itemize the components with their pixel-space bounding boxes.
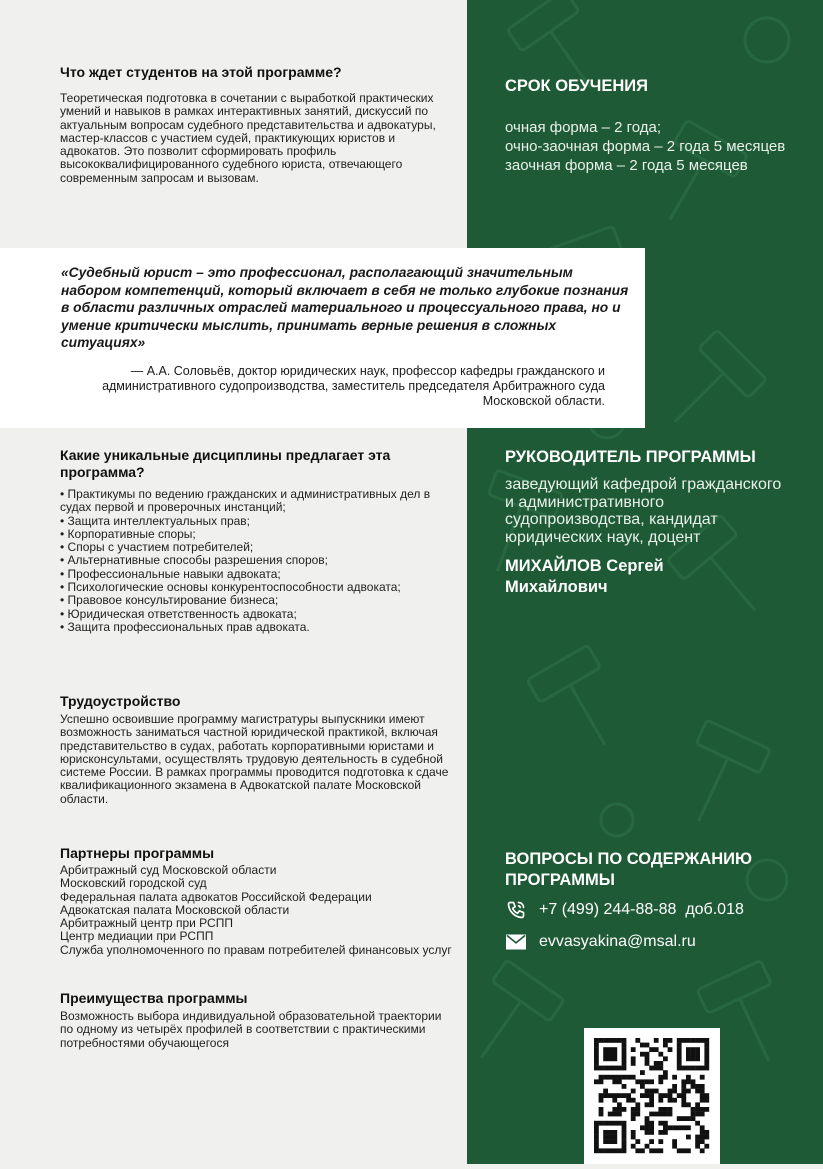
employment-text: Успешно освоившие программу магистратуры выпускники имеют возможность заниматься частной юридической практикой, включая представительство в судах, работать корпоративными юристами и юрисконсультами, осуществлять трудовую деятельность в судебной системе России. В рамках программы проводится подготовка к сдаче квалификационного экзамена в Адвокатской палате Московской области. — [60, 712, 449, 806]
phone-number: +7 (499) 244-88-88 доб.018 — [539, 901, 744, 918]
duration-block — [505, 76, 805, 175]
duration-line: очная форма – 2 года; — [505, 119, 662, 136]
email-contact[interactable] — [505, 931, 810, 953]
section-title-disciplines: Какие уникальные дисциплины предлагает эта программа? — [60, 447, 391, 480]
envelope-icon — [505, 931, 527, 953]
list-item: Центр медиации при РСПП — [60, 929, 214, 944]
quote-box — [0, 248, 645, 428]
section-title-partners: Партнеры программы — [60, 845, 215, 861]
questions-title: ВОПРОСЫ ПО СОДЕРЖАНИЮ ПРОГРАММЫ — [505, 850, 753, 889]
list-item: Служба уполномоченного по правам потребителей финансовых услуг — [60, 942, 452, 957]
section-disciplines — [60, 447, 455, 634]
section-advantages — [60, 990, 455, 1050]
list-item: • Корпоративные споры; — [60, 526, 196, 541]
list-item: • Правовое консультирование бизнеса; — [60, 593, 279, 608]
list-item: • Споры с участием потребителей; — [60, 540, 254, 555]
section-partners — [60, 845, 455, 957]
qr-code[interactable] — [584, 1028, 720, 1164]
duration-title: СРОК ОБУЧЕНИЯ — [505, 77, 648, 95]
head-title: РУКОВОДИТЕЛЬ ПРОГРАММЫ — [505, 448, 756, 466]
list-item: • Альтернативные способы разрешения споров; — [60, 553, 329, 568]
partners-list — [60, 864, 455, 957]
list-item: Федеральная палата адвокатов Российской Федерации — [60, 889, 372, 904]
section-title-expect: Что ждет студентов на этой программе? — [60, 64, 342, 80]
head-position: заведующий кафедрой гражданского и административного судопроизводства, кандидат юридических наук, доцент — [505, 476, 782, 546]
expect-text: Теоретическая подготовка в сочетании с выработкой практических умений и навыков в рамках интерактивных занятий, дискуссий по актуальным вопросам судебного представительства и адвокатуры, мастер-классов с участием судей, практикующих юристов и адвокатов. Это позволит сформировать профиль высококвалифицированного судебного юриста, отвечающего современным запросам и вызовам. — [60, 91, 436, 185]
questions-block — [505, 849, 810, 953]
head-block — [505, 447, 785, 598]
head-name: МИХАЙЛОВ Сергей Михайлович — [505, 557, 664, 596]
list-item: • Защита интеллектуальных прав; — [60, 513, 250, 528]
section-employment — [60, 693, 455, 806]
disciplines-list — [60, 488, 455, 634]
list-item: • Юридическая ответственность адвоката; — [60, 606, 297, 621]
list-item: • Практикумы по ведению гражданских и административных дел в судах первой и проверочных инстанций; — [60, 487, 431, 515]
list-item: • Защита профессиональных прав адвоката. — [60, 619, 310, 634]
list-item: • Профессиональные навыки адвоката; — [60, 566, 281, 581]
phone-icon — [505, 899, 527, 921]
section-title-advantages: Преимущества программы — [60, 990, 248, 1006]
quote-text: «Судебный юрист – это профессионал, располагающий значительным набором компетенций, который включает в себя не только глубокие познания в области различных отраслей материального и процессуального права, но и умение критически мыслить, принимать верные решения в сложных ситуациях» — [61, 265, 629, 350]
list-item: Арбитражный суд Московской области — [60, 863, 277, 877]
advantages-text: Возможность выбора индивидуальной образовательной траектории по одному из четырёх профилей в соответствии с практическими потребностями обучающегося — [60, 1009, 442, 1050]
duration-line: заочная форма – 2 года 5 месяцев — [505, 157, 748, 174]
section-title-employment: Трудоустройство — [60, 693, 181, 709]
list-item: Адвокатская палата Московской области — [60, 902, 290, 917]
duration-line: очно-заочная форма – 2 года 5 месяцев — [505, 138, 786, 155]
qr-code-image — [584, 1028, 720, 1164]
section-expect — [60, 64, 455, 185]
list-item: Арбитражный центр при РСПП — [60, 916, 233, 931]
list-item: Московский городской суд — [60, 876, 207, 891]
email-address: evvasyakina@msal.ru — [539, 933, 696, 950]
list-item: • Психологические основы конкурентоспособности адвоката; — [60, 580, 401, 595]
quote-author: — А.А. Соловьёв, доктор юридических наук, профессор кафедры гражданского и административного судопроизводства, заместитель председателя Арбитражного суда Московской области. — [102, 364, 605, 408]
phone-contact[interactable] — [505, 899, 810, 921]
